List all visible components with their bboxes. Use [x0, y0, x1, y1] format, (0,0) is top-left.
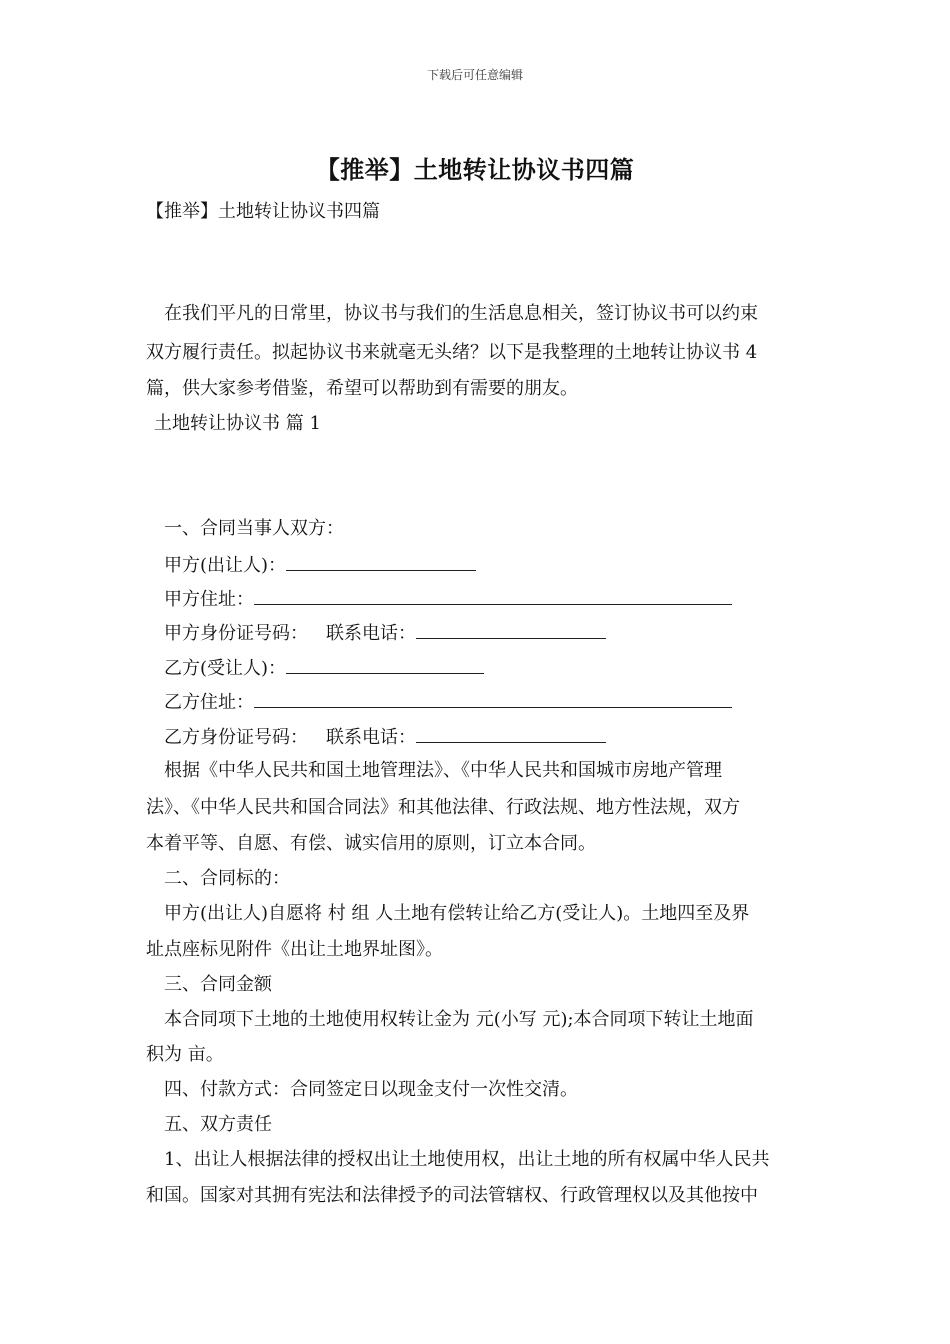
party-a-label: 甲方(出让人)： [164, 555, 287, 576]
basis-line-2: 法》、《中华人民共和国合同法》和其他法律、行政法规、地方性法规，双方 [146, 797, 740, 818]
section-4: 四、付款方式：合同签定日以现金支付一次性交清。 [164, 1079, 578, 1100]
party-b-label: 乙方(受让人)： [164, 658, 287, 679]
section-2-line-1: 甲方(出让人)自愿将 村 组 人土地有偿转让给乙方(受让人)。土地四至及界 [164, 903, 750, 924]
section-5-heading: 五、双方责任 [164, 1114, 272, 1135]
section-heading: 土地转让协议书 篇 1 [154, 413, 321, 434]
section-3-line-1: 本合同项下土地的土地使用权转让金为 元(小写 元);本合同项下转让土地面 [164, 1009, 754, 1030]
party-a-address-blank [254, 586, 732, 605]
section-3-line-2: 积为 亩。 [146, 1044, 224, 1065]
section-2-line-2: 址点座标见附件《出让土地界址图》。 [146, 939, 443, 960]
intro-line-3: 篇，供大家参考借鉴，希望可以帮助到有需要的朋友。 [146, 378, 578, 399]
party-a-address-field [164, 586, 732, 612]
party-a-id-field [164, 620, 606, 646]
document-title: 【推举】土地转让协议书四篇 [315, 156, 635, 184]
basis-line-3: 本着平等、自愿、有偿、诚实信用的原则，订立本合同。 [146, 833, 596, 854]
basis-line-1: 根据《中华人民共和国土地管理法》、《中华人民共和国城市房地产管理 [164, 760, 722, 781]
party-b-phone-blank [416, 724, 606, 743]
parties-heading: 一、合同当事人双方： [164, 518, 344, 539]
party-b-address-label: 乙方住址： [164, 692, 254, 713]
section-5-line-1: 1、出让人根据法律的授权出让土地使用权，出让土地的所有权属中华人民共 [164, 1149, 770, 1170]
party-b-id-label: 乙方身份证号码： [164, 727, 308, 748]
party-b-address-field [164, 689, 732, 715]
party-a-phone-blank [416, 620, 606, 639]
section-3-heading: 三、合同金额 [164, 974, 272, 995]
intro-line-2: 双方履行责任。拟起协议书来就毫无头绪？以下是我整理的土地转让协议书 4 [146, 342, 758, 363]
party-a-phone-label: 联系电话： [326, 623, 416, 644]
section-2-heading: 二、合同标的： [164, 868, 290, 889]
party-a-address-label: 甲方住址： [164, 589, 254, 610]
party-b-field [164, 655, 484, 681]
subtitle: 【推举】土地转让协议书四篇 [146, 201, 380, 222]
intro-line-1: 在我们平凡的日常里，协议书与我们的生活息息相关，签订协议书可以约束 [164, 303, 758, 324]
party-b-address-blank [254, 689, 732, 708]
page-header-note: 下载后可任意编辑 [426, 68, 523, 82]
party-a-blank [286, 552, 476, 571]
party-b-id-field [164, 724, 606, 750]
party-a-field [164, 552, 476, 578]
party-b-blank [286, 655, 484, 674]
section-5-line-2: 和国。国家对其拥有宪法和法律授予的司法管辖权、行政管理权以及其他按中 [146, 1185, 758, 1206]
party-a-id-label: 甲方身份证号码： [164, 623, 308, 644]
party-b-phone-label: 联系电话： [326, 727, 416, 748]
